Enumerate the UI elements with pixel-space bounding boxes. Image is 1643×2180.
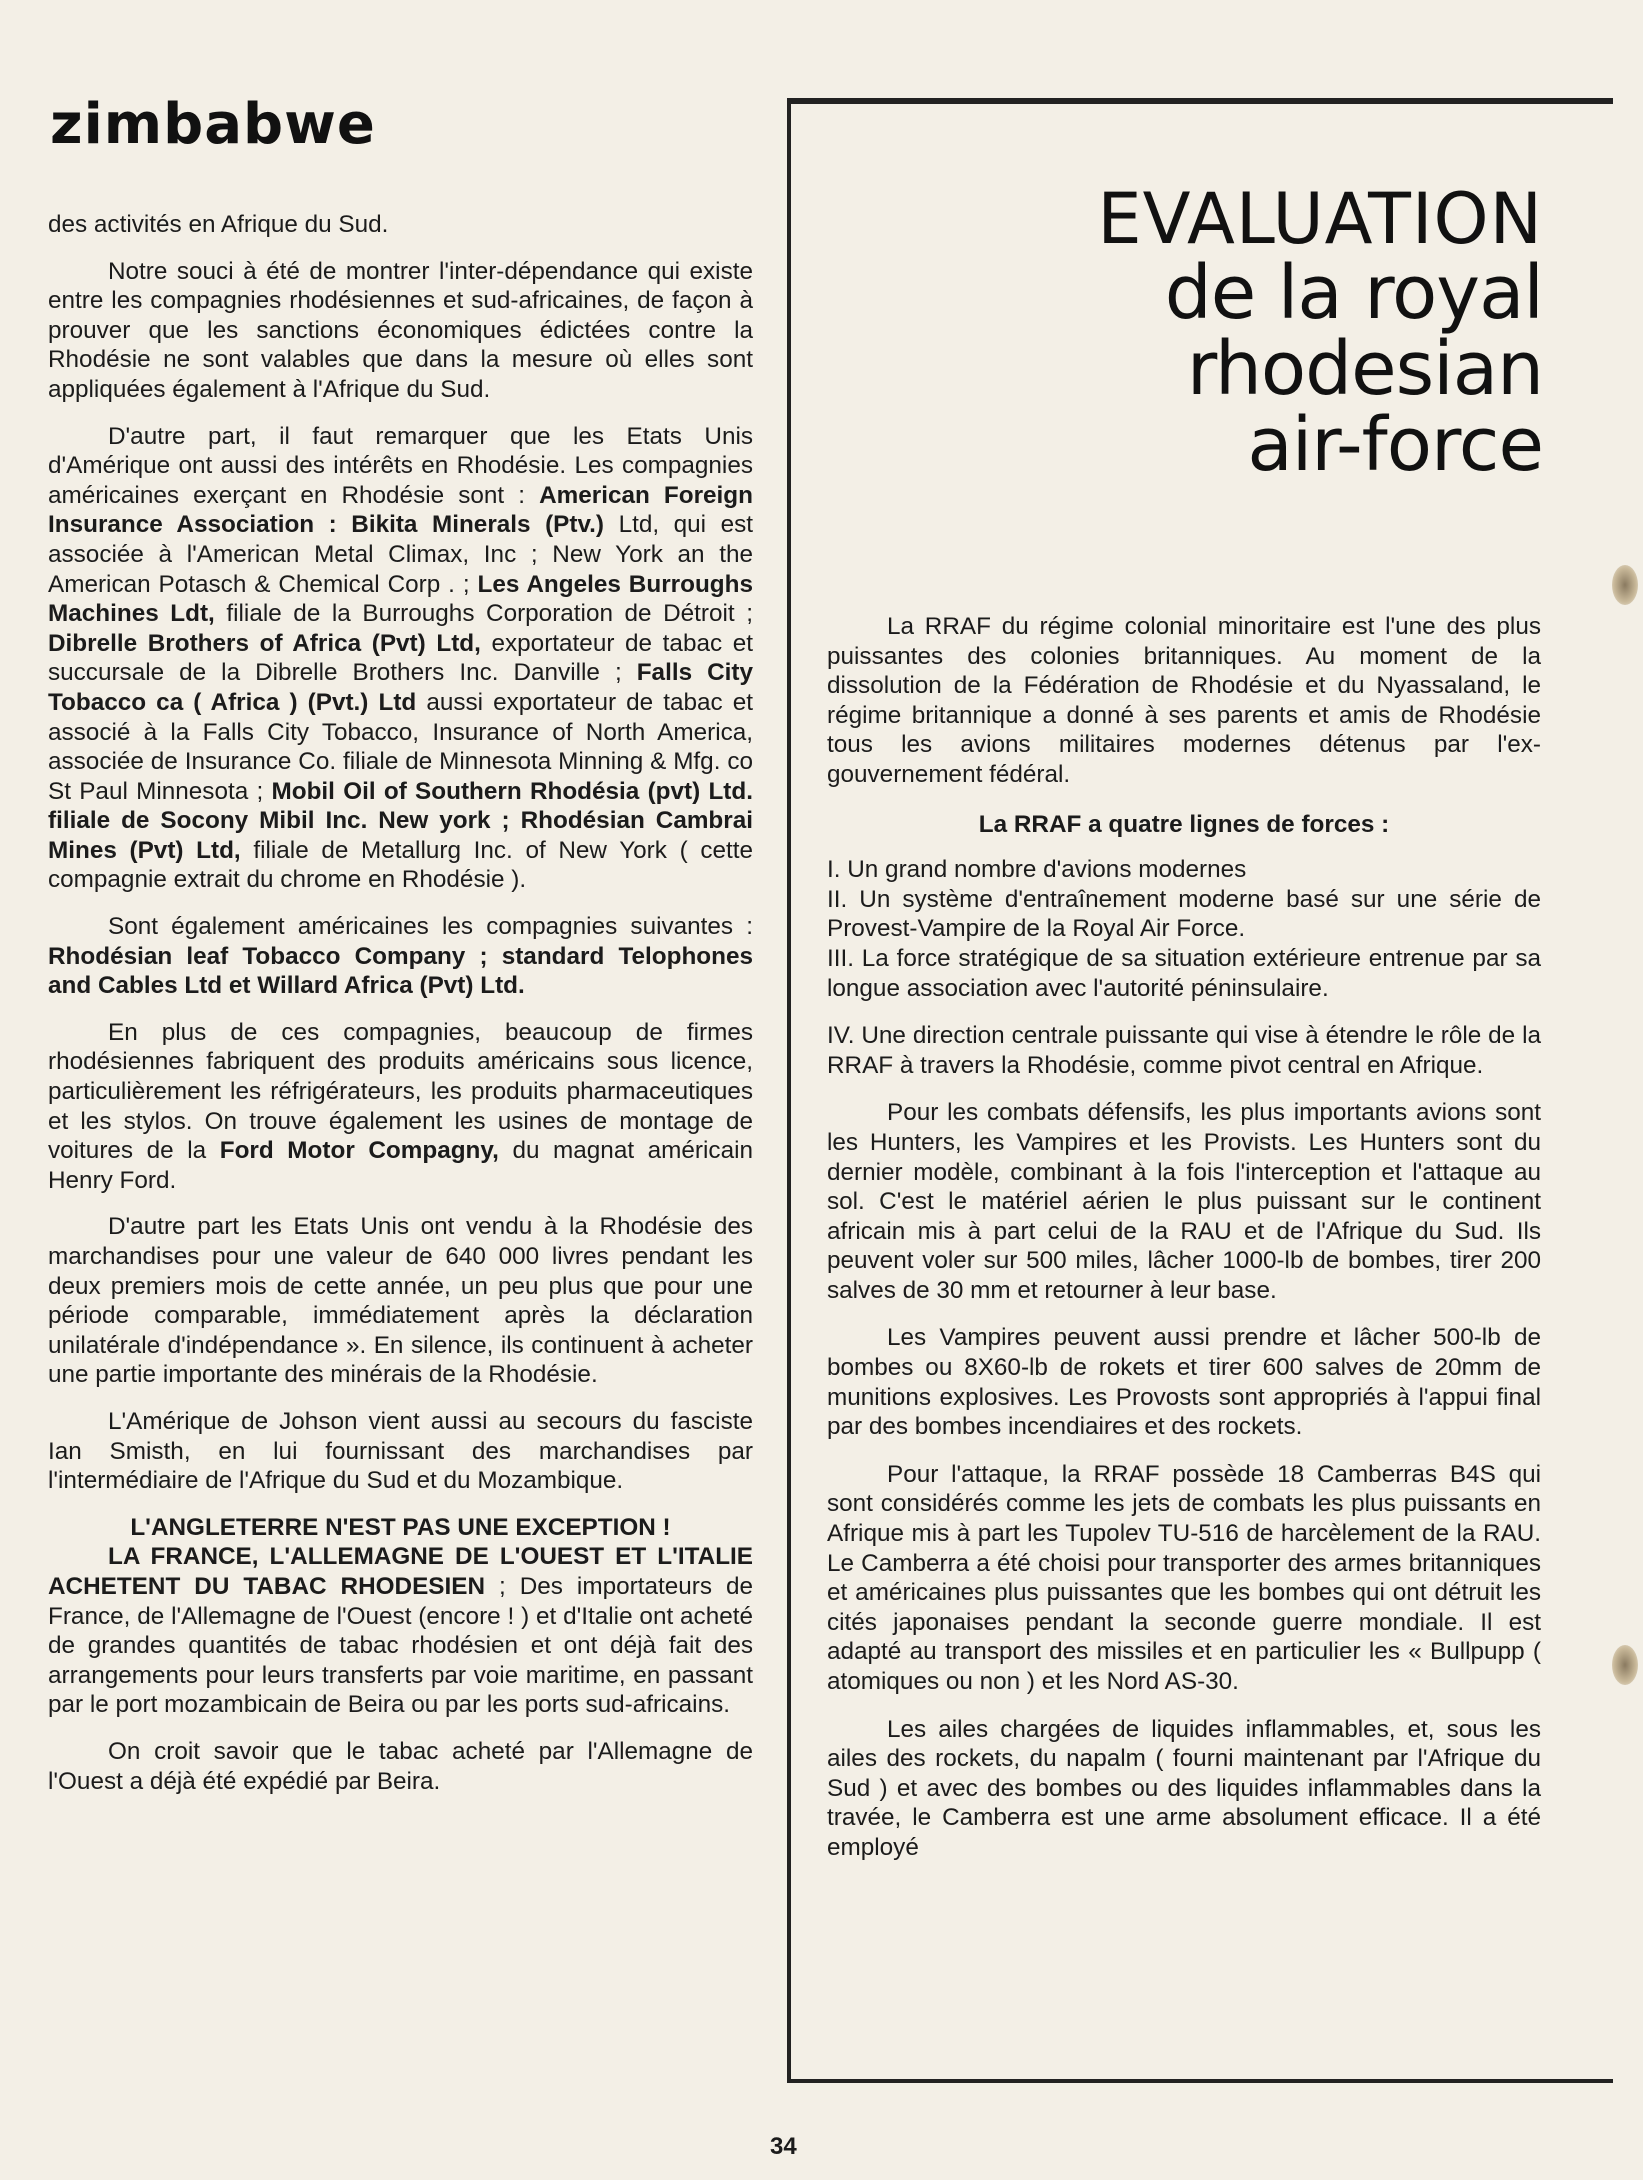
right-paragraph-attaque: Pour l'attaque, la RRAF possède 18 Camberras B4S qui sont considérés comme les jets de combats les plus puissants en Afrique mis à part les Tupolev TU-516 de harcèlement de la RAU. Le Camberra a été choisi pour transporter des armes britanniques et américaines plus puissantes que les bombes qui ont détruit les cités japonaises pendant la seconde guerre mondiale. Il est adapté au transport des missiles et en particulier les « Bullpupp ( atomiques ou non ) et les Nord AS-30. xyxy=(827,1460,1541,1695)
company-name: American Foreign Insurance Association : Bikita Minerals (Ptv.) xyxy=(48,481,753,539)
text-run: aussi exportateur de tabac et associé à la Falls City Tobacco, Insurance of North America, associée de Insurance Co. filiale de Minnesota Minning & Mfg. co St Paul Minnesota ; xyxy=(48,688,754,805)
left-paragraph-6: D'autre part les Etats Unis ont vendu à la Rhodésie des marchandises pour une valeur de 640 000 livres pendant les deux premiers mois de cette année, un peu plus que pour une période comparable, immédiatement après la déclaration unilatérale d'indépendance ». En silence, ils continuent à acheter une partie importante des minérais de la Rhodésie. xyxy=(48,1213,753,1389)
right-subheading xyxy=(827,810,1541,840)
company-name: Rhodésian leaf Tobacco Company ; standard Telophones and Cables Ltd et Willard Africa (Pvt) Ltd. xyxy=(48,942,753,1000)
left-paragraph-4 xyxy=(48,912,753,1001)
left-column xyxy=(48,210,753,1813)
left-paragraph-9: On croit savoir que le tabac acheté par l'Allemagne de l'Ouest a déjà été expédié par Beira. xyxy=(48,1737,753,1795)
company-name: Les Angeles Burroughs Machines Ldt, xyxy=(48,570,753,628)
company-name: Ford Motor Compagny, xyxy=(219,1137,499,1165)
headline-line-3: rhodesian xyxy=(1186,326,1543,412)
right-intro: La RRAF du régime colonial minoritaire est l'une des plus puissantes des colonies britanniques. Au moment de la dissolution de la Fédération de Rhodésie et du Nyassaland, le régime britannique a donné à ses parents et amis de Rhodésie tous les avions militaires modernes détenus par l'ex-gouvernement fédéral. xyxy=(827,613,1541,788)
headline-line-2: de la royal xyxy=(1164,250,1543,336)
right-column xyxy=(827,612,1541,1881)
page-number: 34 xyxy=(770,2133,797,2160)
right-paragraph-ailes: Les ailes chargées de liquides inflammables, et, sous les ailes des rockets, du napalm ( fourni maintenant par l'Afrique du Sud ) et avec des bombes ou des liquides inflammables dans la travée, le Camberra est une arme absolument efficace. Il a été employé xyxy=(827,1715,1541,1861)
section-title: zimbabwe xyxy=(50,92,376,157)
force-item-2: II. Un système d'entraînement moderne basé sur une série de Provest-Vampire de la Royal Air Force. xyxy=(827,885,1541,943)
force-item-1: I. Un grand nombre d'avions modernes xyxy=(827,856,1247,884)
left-paragraph-2: Notre souci à été de montrer l'inter-dépendance qui existe entre les compagnies rhodésiennes et sud-africaines, de façon à prouver que les sanctions économiques édictées contre la Rhodésie ne sont valables que dans la mesure où elles sont appliquées également à l'Afrique du Sud. xyxy=(48,257,753,403)
company-name: Falls City Tobacco ca ( Africa ) (Pvt.) Ltd xyxy=(48,659,754,716)
company-name: Mobil Oil of Southern Rhodésia (pvt) Ltd. filiale de Socony Mibil Inc. New york ; Rhodésian Cambrai Mines (Pvt) Ltd, xyxy=(48,777,753,864)
punch-hole-mark xyxy=(1612,1645,1638,1685)
text-run: Ltd, qui est associée à l'American Metal Climax, Inc ; New York an the American Potasch & Chemical Corp . ; xyxy=(48,511,753,598)
left-paragraph-7: L'Amérique de Johson vient aussi au secours du fasciste Ian Smisth, en lui fournissant des marchandises par l'intermédiaire de l'Afrique du Sud et du Mozambique. xyxy=(48,1407,753,1495)
article-box xyxy=(787,98,1613,2083)
subheading-text: LA FRANCE, L'ALLEMAGNE DE L'OUEST ET L'ITALIE ACHETENT DU TABAC RHODESIEN xyxy=(48,1543,753,1600)
right-paragraph-vampires: Les Vampires peuvent aussi prendre et lâcher 500-lb de bombes ou 8X60-lb de rokets et tirer 600 salves de 20mm de munitions explosives. Les Provosts sont appropriés à l'appui final par des bombes incendiaires et des rockets. xyxy=(827,1324,1541,1441)
subheading-angleterre xyxy=(48,1513,753,1543)
left-paragraph-5 xyxy=(48,1018,753,1196)
text-run: Sont également américaines les compagnies suivantes : xyxy=(108,913,753,941)
text-run: D'autre part, il faut remarquer que les Etats Unis d'Amérique ont aussi des intérêts en Rhodésie. Les compagnies américaines exerçant en Rhodésie sont : xyxy=(48,422,753,509)
text-run: filiale de Metallurg Inc. of New York ( cette compagnie extrait du chrome en Rhodésie ). xyxy=(48,836,753,894)
left-paragraph-8 xyxy=(48,1542,753,1720)
text-run: ; Des importateurs de France, de l'Allemagne de l'Ouest (encore ! ) et d'Italie ont acheté de grandes quantités de tabac rhodésien et ont déjà fait des arrangements pour leurs transferts par voie maritime, en passant par le port mozambicain de Beira ou par les ports sud-africains. xyxy=(48,1572,753,1719)
text-run: filiale de la Burroughs Corporation de Détroit ; xyxy=(214,600,753,628)
subheading-text: La RRAF a quatre lignes de forces : xyxy=(978,810,1390,838)
text-run: exportateur de tabac et succursale de la Dibrelle Brothers Inc. Danville ; xyxy=(48,629,753,687)
headline-line-1: EVALUATION xyxy=(1097,178,1543,260)
text-run: du magnat américain Henry Ford. xyxy=(48,1137,753,1194)
right-paragraph-combat: Pour les combats défensifs, les plus importants avions sont les Hunters, les Vampires et les Provists. Les Hunters sont du dernier modèle, combinant à la fois l'interception et l'attaque au sol. C'est le matériel aérien le plus puissant sur le continent africain mis à part celui de la RAU et de l'Afrique du Sud. Ils peuvent voler sur 500 miles, lâcher 1000-lb de bombes, tirer 200 salves de 30 mm et retourner à leur base. xyxy=(827,1099,1541,1304)
company-name: Dibrelle Brothers of Africa (Pvt) Ltd, xyxy=(48,629,481,657)
headline-line-4: air-force xyxy=(1247,402,1543,488)
force-item-3: III. La force stratégique de sa situation extérieure entrenue par sa longue association avec l'autorité péninsulaire. xyxy=(827,944,1541,1002)
article-headline xyxy=(1097,178,1543,488)
text-run: En plus de ces compagnies, beaucoup de firmes rhodésiennes fabriquent des produits américains sous licence, particulièrement les réfrigérateurs, les produits pharmaceutiques et les stylos. On trouve également les usines de montage de voitures de la xyxy=(48,1018,753,1165)
left-paragraph-1: des activités en Afrique du Sud. xyxy=(48,211,389,238)
punch-hole-mark xyxy=(1612,565,1638,605)
subheading-text: L'ANGLETERRE N'EST PAS UNE EXCEPTION ! xyxy=(130,1513,671,1541)
left-paragraph-3 xyxy=(48,422,753,896)
force-item-4: IV. Une direction centrale puissante qui vise à étendre le rôle de la RRAF à travers la Rhodésie, comme pivot central en Afrique. xyxy=(827,1022,1541,1079)
